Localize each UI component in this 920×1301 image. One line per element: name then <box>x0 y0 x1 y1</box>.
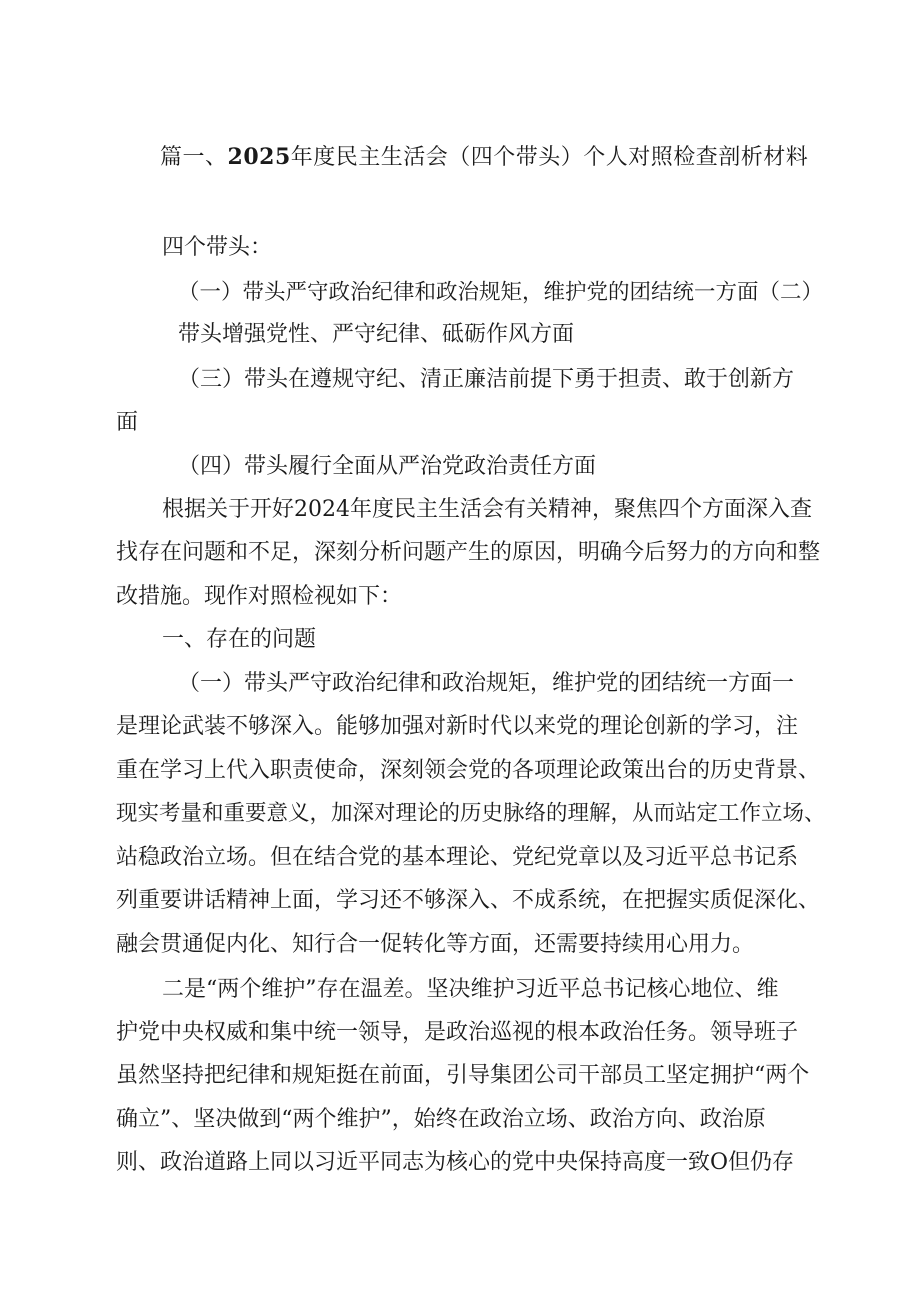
paragraph-line: （一）带头严守政治纪律和政治规矩，维护党的团结统一方面（二） <box>178 280 824 305</box>
paragraph-line: 四个带头： <box>162 235 273 260</box>
paragraph-line: 确立”、坚决做到“两个维护”，始终在政治立场、政治方向、政治原 <box>116 1107 766 1132</box>
document-title <box>160 140 808 171</box>
paragraph-line: 根据关于开好2024年度民主生活会有关精神，聚焦四个方面深入查 <box>162 497 812 522</box>
paragraph-line: 二是“两个维护”存在温差。坚决维护习近平总书记核心地位、维 <box>162 977 779 1002</box>
title-year: 2025 <box>227 144 291 170</box>
paragraph-line: （三）带头在遵规守纪、清正廉洁前提下勇于担责、敢于创新方 <box>178 367 795 392</box>
paragraph-line: 带头增强党性、严守纪律、砥砺作风方面 <box>178 322 575 347</box>
paragraph-line: 护党中央权威和集中统一领导，是政治巡视的根本政治任务。领导班子 <box>116 1020 799 1045</box>
paragraph-line: 面 <box>116 410 139 435</box>
paragraph-line: （四）带头履行全面从严治党政治责任方面 <box>178 454 597 479</box>
paragraph-line: 重在学习上代入职责使命，深刻领会党的各项理论政策出台的历史背景、 <box>116 758 821 783</box>
paragraph-line: 现实考量和重要意义，加深对理论的历史脉络的理解，从而站定工作立场、 <box>116 801 826 826</box>
paragraph-line: 融会贯通促内化、知行合一促转化等方面，还需要持续用心用力。 <box>116 932 755 957</box>
title-rest: 年度民主生活会（四个带头）个人对照检查剖析材料 <box>290 145 809 170</box>
paragraph-line: 是理论武装不够深入。能够加强对新时代以来党的理论创新的学习，注 <box>116 714 799 739</box>
paragraph-line: 虽然坚持把纪律和规矩挺在前面，引导集团公司干部员工坚定拥护“两个 <box>116 1063 810 1088</box>
paragraph-line: 改措施。现作对照检视如下： <box>116 584 403 609</box>
paragraph-line: 找存在问题和不足，深刻分析问题产生的原因，明确今后努力的方向和整 <box>116 540 821 565</box>
paragraph-line: （一）带头严守政治纪律和政治规矩，维护党的团结统一方面一 <box>178 671 795 696</box>
section-heading: 一、存在的问题 <box>162 627 317 652</box>
title-prefix: 篇一、 <box>160 145 228 170</box>
paragraph-line: 则、政治道路上同以习近平同志为核心的党中央保持高度一致O但仍存 <box>116 1150 795 1175</box>
paragraph-line: 站稳政治立场。但在结合党的基本理论、党纪党章以及习近平总书记系 <box>116 845 799 870</box>
paragraph-line: 列重要讲话精神上面，学习还不够深入、不成系统，在把握实质促深化、 <box>116 888 821 913</box>
